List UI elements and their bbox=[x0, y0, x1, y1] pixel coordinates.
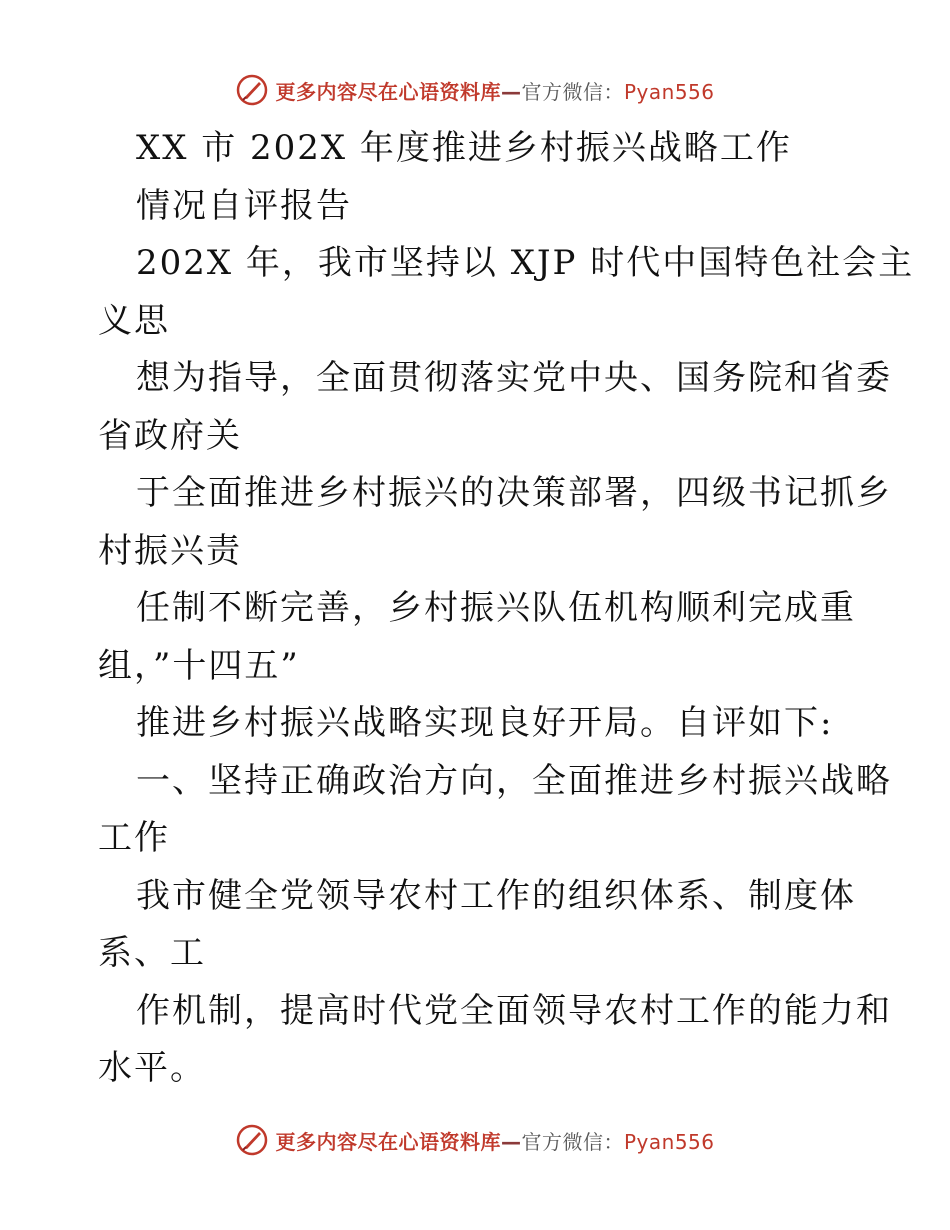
document-body bbox=[98, 120, 915, 1098]
document-line: 义思 bbox=[98, 300, 170, 341]
document-line: 想为指导，全面贯彻落实党中央、国务院和省委 bbox=[136, 358, 892, 398]
document-line: 系、工 bbox=[98, 933, 206, 973]
footer-banner bbox=[0, 1120, 950, 1160]
document-line: 水平。 bbox=[98, 1048, 206, 1088]
banner-wechat-id: Pyan556 bbox=[623, 79, 715, 104]
banner-wechat-label: 官方微信： bbox=[521, 79, 624, 104]
document-line: 组，”十四五” bbox=[98, 645, 300, 686]
header-banner bbox=[0, 70, 950, 110]
banner-wechat-id: Pyan556 bbox=[623, 1129, 715, 1154]
banner-text bbox=[275, 76, 714, 105]
document-line: 作机制，提高时代党全面领导农村工作的能力和 bbox=[136, 990, 892, 1031]
document-line: 村振兴责 bbox=[98, 530, 242, 571]
document-line: 情况自评报告 bbox=[136, 185, 352, 226]
quill-logo-icon bbox=[235, 1123, 269, 1157]
banner-dash: — bbox=[500, 79, 522, 104]
document-line: 省政府关 bbox=[98, 415, 242, 456]
banner-main-text: 更多内容尽在心语资料库 bbox=[275, 1129, 501, 1154]
quill-logo-icon bbox=[235, 73, 269, 107]
document-line: 于全面推进乡村振兴的决策部署，四级书记抓乡 bbox=[136, 473, 892, 513]
document-line: 我市健全党领导农村工作的组织体系、制度体 bbox=[136, 875, 856, 916]
document-line: 工作 bbox=[98, 818, 170, 858]
document-line: 一、坚持正确政治方向，全面推进乡村振兴战略 bbox=[136, 760, 892, 801]
banner-dash: — bbox=[500, 1129, 522, 1154]
document-line: 202X 年，我市坚持以 XJP 时代中国特色社会主 bbox=[136, 243, 915, 283]
banner-text bbox=[275, 1126, 714, 1155]
document-line: XX 市 202X 年度推进乡村振兴战略工作 bbox=[136, 128, 792, 168]
document-line: 推进乡村振兴战略实现良好开局。自评如下: bbox=[136, 703, 834, 743]
banner-wechat-label: 官方微信： bbox=[521, 1129, 624, 1154]
document-line: 任制不断完善，乡村振兴队伍机构顺利完成重 bbox=[136, 588, 856, 628]
banner-main-text: 更多内容尽在心语资料库 bbox=[275, 79, 501, 104]
